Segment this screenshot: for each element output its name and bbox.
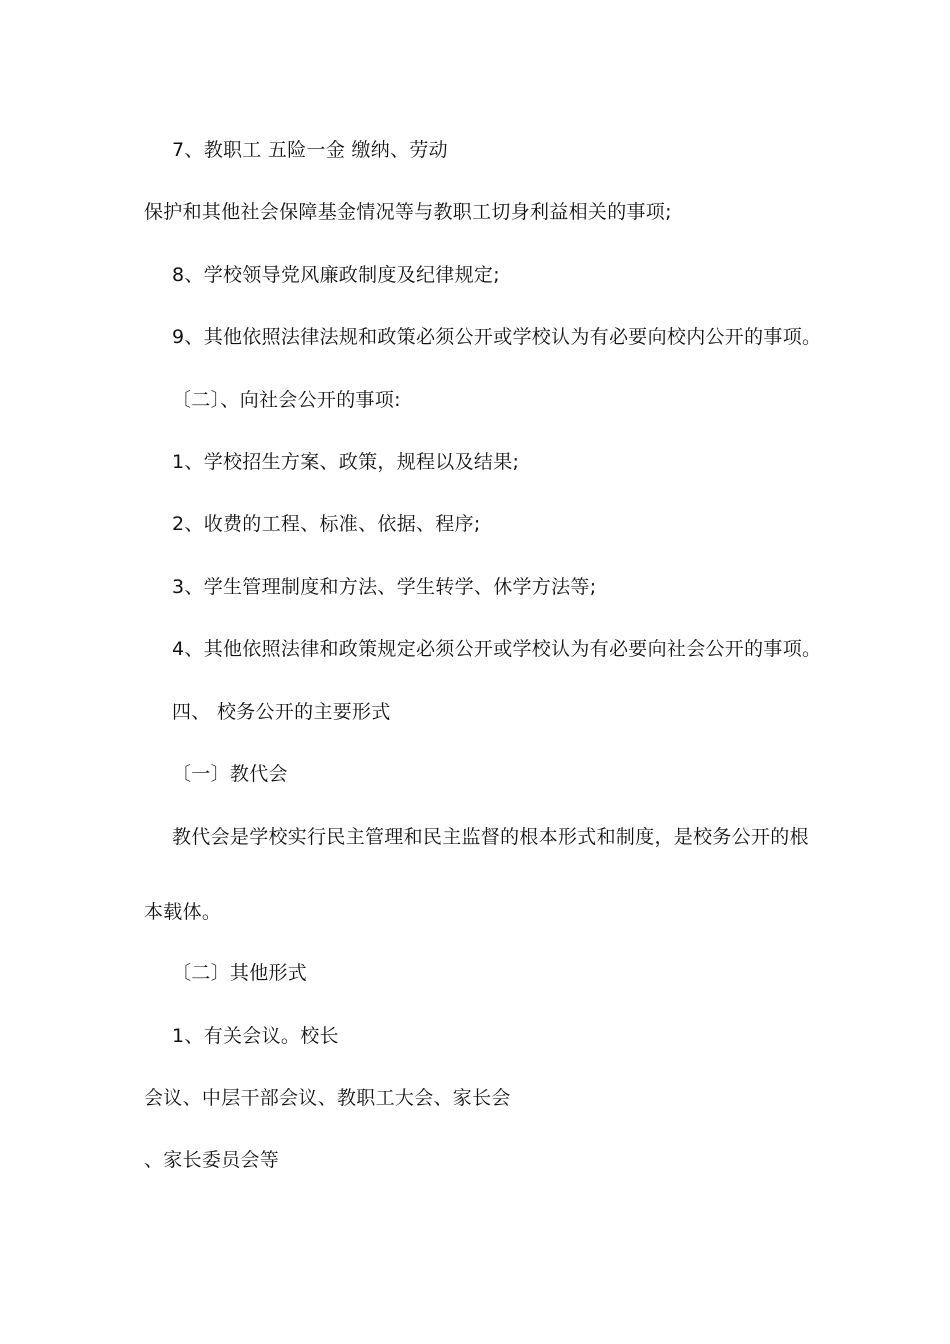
public-item-4: 4、其他依照法律和政策规定必须公开或学校认为有必要向社会公开的事项。 xyxy=(172,638,822,660)
public-item-2: 2、收费的工程、标准、依据、程序; xyxy=(172,513,481,535)
section-2-heading: 〔二〕、向社会公开的事项: xyxy=(172,389,401,411)
form-2-item-1-continuation: 会议、中层干部会议、教职工大会、家长会 xyxy=(144,1087,511,1109)
item-9-text: 9、其他依照法律法规和政策必须公开或学校认为有必要向校内公开的事项。 xyxy=(172,326,822,348)
form-2-item-1-continuation-2: 、家长委员会等 xyxy=(144,1149,280,1171)
item-7-text: 7、教职工 五险一金 缴纳、劳动 xyxy=(172,139,448,161)
form-1-paragraph-continuation: 本载体。 xyxy=(144,901,222,923)
form-1-paragraph: 教代会是学校实行民主管理和民主监督的根本形式和制度，是校务公开的根 xyxy=(172,826,809,848)
item-7-continuation: 保护和其他社会保障基金情况等与教职工切身利益相关的事项; xyxy=(144,201,672,223)
chapter-4-heading: 四、 校务公开的主要形式 xyxy=(172,701,391,723)
public-item-1: 1、学校招生方案、政策，规程以及结果; xyxy=(172,451,520,473)
form-2-item-1: 1、有关会议。校长 xyxy=(172,1025,339,1047)
item-8-text: 8、学校领导党风廉政制度及纪律规定; xyxy=(172,264,500,286)
form-2-heading: 〔二〕其他形式 xyxy=(172,962,308,984)
form-1-heading: 〔一〕教代会 xyxy=(172,763,288,785)
public-item-3: 3、学生管理制度和方法、学生转学、休学方法等; xyxy=(172,576,597,598)
